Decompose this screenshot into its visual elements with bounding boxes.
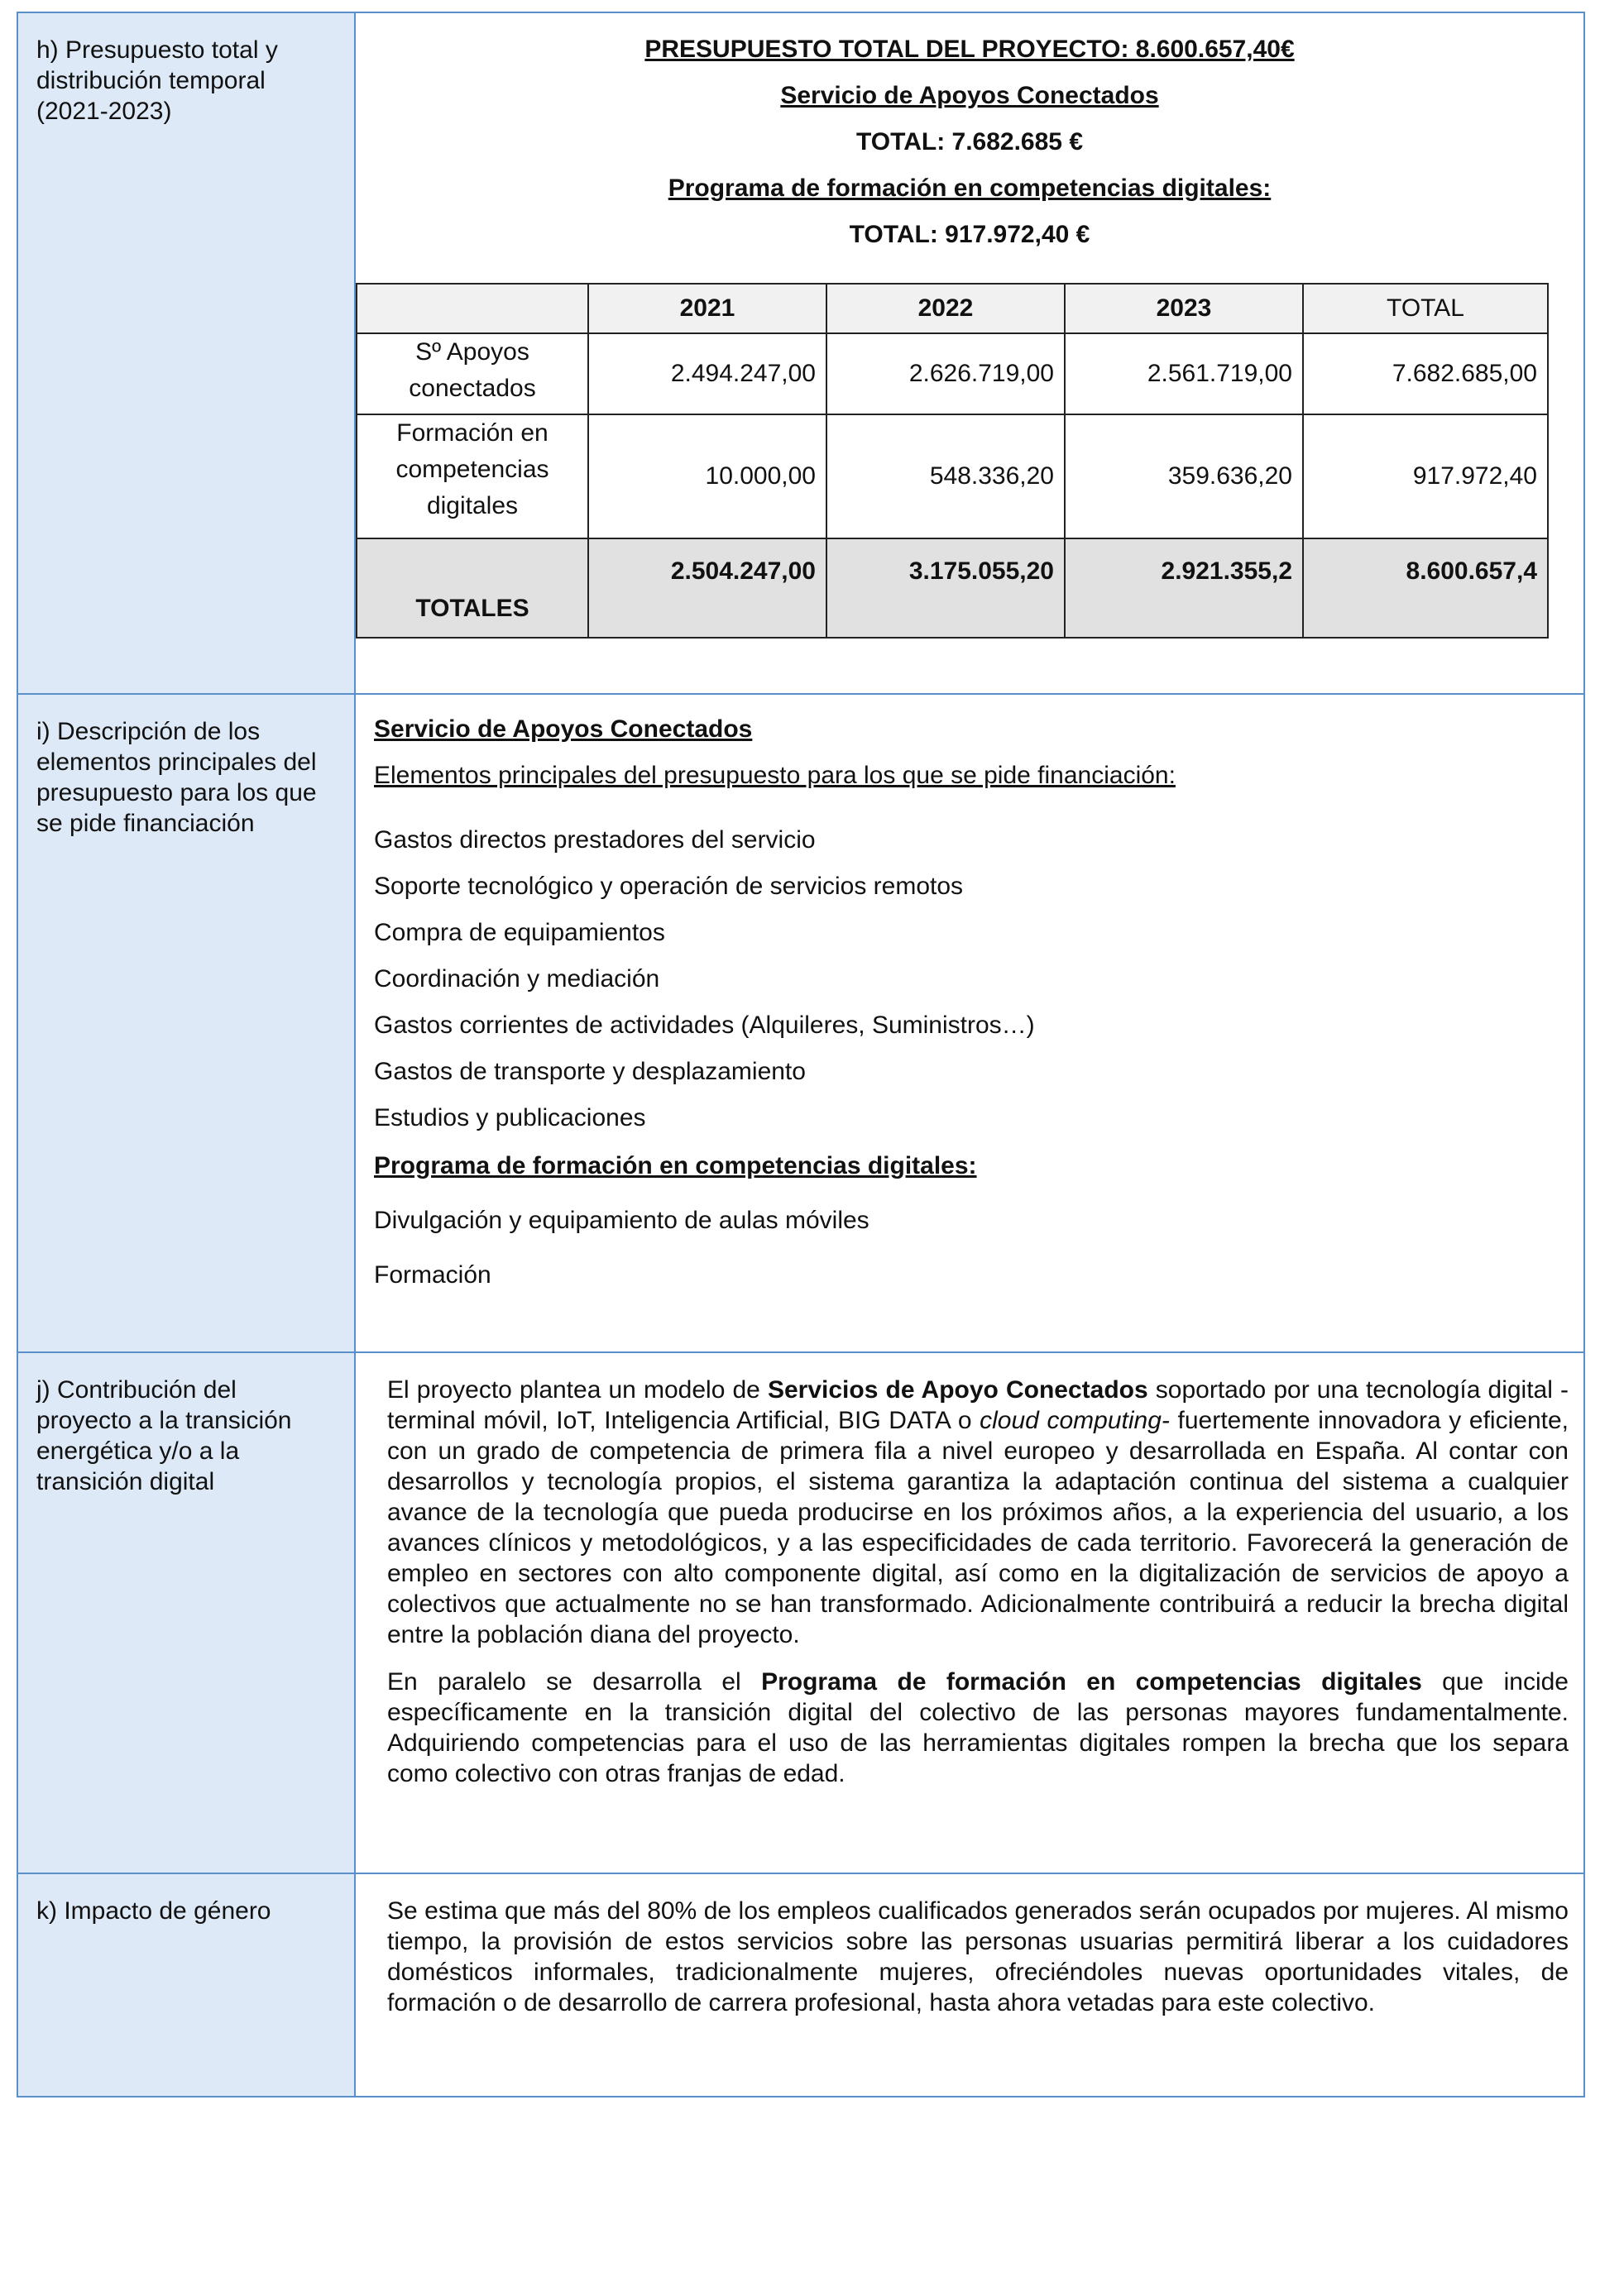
budget-row-apoyos — [357, 333, 1548, 414]
text-italic: cloud computing- — [980, 1407, 1170, 1434]
list-item: Divulgación y equipamiento de aulas móviles — [374, 1207, 869, 1234]
cell-value: 10.000,00 — [588, 414, 826, 538]
budget-table — [356, 283, 1549, 639]
row-budget-elements — [17, 694, 1584, 1352]
budget-header-row — [357, 284, 1548, 333]
list-item: Soporte tecnológico y operación de servicios remotos — [374, 873, 964, 900]
cell-value: 2.921.355,2 — [1065, 538, 1303, 638]
header-cell-2022: 2022 — [826, 284, 1065, 333]
text-bold: Servicios de Apoyo Conectados — [767, 1376, 1148, 1404]
training-total: TOTAL: 917.972,40 € — [849, 221, 1090, 248]
cell-value: 2.561.719,00 — [1065, 333, 1303, 414]
paragraph-1 — [387, 1375, 1569, 1650]
cell-value: 2.494.247,00 — [588, 333, 826, 414]
budget-summary — [356, 26, 1583, 258]
list-item: Gastos de transporte y desplazamiento — [374, 1058, 806, 1085]
list-item: Coordinación y mediación — [374, 965, 660, 993]
budget-row-formacion — [357, 414, 1548, 538]
list-item: Gastos corrientes de actividades (Alquileres, Suministros…) — [374, 1012, 1035, 1039]
label-digital-transition: j) Contribución del proyecto a la transición energética y/o a la transición digital — [17, 1352, 355, 1873]
cell-value: 7.682.685,00 — [1303, 333, 1548, 414]
content-gender-impact — [355, 1873, 1584, 2097]
budget-row-totales — [357, 538, 1548, 638]
header-cell-2021: 2021 — [588, 284, 826, 333]
text-bold: Programa de formación en competencias digitales — [761, 1668, 1422, 1696]
cell-value: 548.336,20 — [826, 414, 1065, 538]
row-gender-impact — [17, 1873, 1584, 2097]
content-budget-total — [355, 12, 1584, 694]
document-table — [17, 12, 1585, 2097]
text-run: El proyecto plantea un modelo de — [387, 1376, 768, 1404]
cell-value: 359.636,20 — [1065, 414, 1303, 538]
service-total: TOTAL: 7.682.685 € — [855, 128, 1083, 155]
row-label: Sº Apoyos conectados — [357, 333, 588, 414]
cell-value: 2.626.719,00 — [826, 333, 1065, 414]
elements-subtitle: Elementos principales del presupuesto para los que se pide financiación: — [374, 762, 1176, 789]
label-gender-impact: k) Impacto de género — [17, 1873, 355, 2097]
training-heading: Programa de formación en competencias digitales: — [668, 175, 1272, 202]
cell-value: 3.175.055,20 — [826, 538, 1065, 638]
text-run: fuertemente innovadora y eficiente, con un grado de competencia de primera fila a nivel europeo y desarrollada en España. Al contar con desarrollos y tecnología propios, el sistema garantiza la adaptación continua del sistema a cualquier avance de la tecnología que pueda producirse en los próximos años, a la experiencia del usuario, a los avances clínicos y metodológicos, y a las especificidades de cada territorio. Favorecerá la generación de empleo en sectores con alto componente digital, así como en la digitalización de servicios de apoyo a colectivos que actualmente no se han transformado. Adicionalmente contribuirá a reducir la brecha digital entre la población diana del proyecto. — [387, 1407, 1569, 1648]
text-run: que incide específicamente en la transición digital del colectivo de las personas mayores fundamentalmente. Adquiriendo competencias para el uso de las herramientas digitales rompen la brecha que los separa como colectivo con otras franjas de edad. — [387, 1668, 1569, 1787]
list-item: Gastos directos prestadores del servicio — [374, 826, 816, 854]
label-budget-elements: i) Descripción de los elementos principales del presupuesto para los que se pide financiación — [17, 694, 355, 1352]
list-item: Compra de equipamientos — [374, 919, 665, 946]
row-digital-transition — [17, 1352, 1584, 1873]
row-label: Formación en competencias digitales — [357, 414, 588, 538]
content-budget-elements — [355, 694, 1584, 1352]
paragraph-gender: Se estima que más del 80% de los empleos cualificados generados serán ocupados por mujeres. Al mismo tiempo, la provisión de estos servicios sobre las personas usuarias permitirá liberar a los cuidadores domésticos informales, tradicionalmente mujeres, ofreciéndoles nuevas oportunidades vitales, de formación o de desarrollo de carrera profesional, hasta ahora vetadas para este colectivo. — [387, 1897, 1569, 2016]
row-label: TOTALES — [357, 538, 588, 638]
row-budget-total — [17, 12, 1584, 694]
cell-value: 917.972,40 — [1303, 414, 1548, 538]
label-budget-total: h) Presupuesto total y distribución temporal (2021-2023) — [17, 12, 355, 694]
project-total-heading: PRESUPUESTO TOTAL DEL PROYECTO: 8.600.657,40€ — [644, 36, 1295, 63]
text-run: soportado por una tecnología digital -terminal móvil, IoT, Inteligencia Artificial, BIG DATA o — [387, 1376, 1569, 1434]
text-run: En paralelo se desarrolla el — [387, 1668, 762, 1696]
training-heading: Programa de formación en competencias digitales: — [374, 1152, 977, 1179]
cell-value: 8.600.657,4 — [1303, 538, 1548, 638]
header-cell-total: TOTAL — [1303, 284, 1548, 333]
service-heading: Servicio de Apoyos Conectados — [780, 82, 1159, 109]
list-item: Estudios y publicaciones — [374, 1104, 646, 1131]
cell-value: 2.504.247,00 — [588, 538, 826, 638]
header-cell-2023: 2023 — [1065, 284, 1303, 333]
paragraph-2 — [387, 1667, 1569, 1789]
list-item: Formación — [374, 1261, 491, 1289]
content-digital-transition — [355, 1352, 1584, 1873]
header-cell-empty — [357, 284, 588, 333]
service-heading: Servicio de Apoyos Conectados — [374, 715, 753, 743]
